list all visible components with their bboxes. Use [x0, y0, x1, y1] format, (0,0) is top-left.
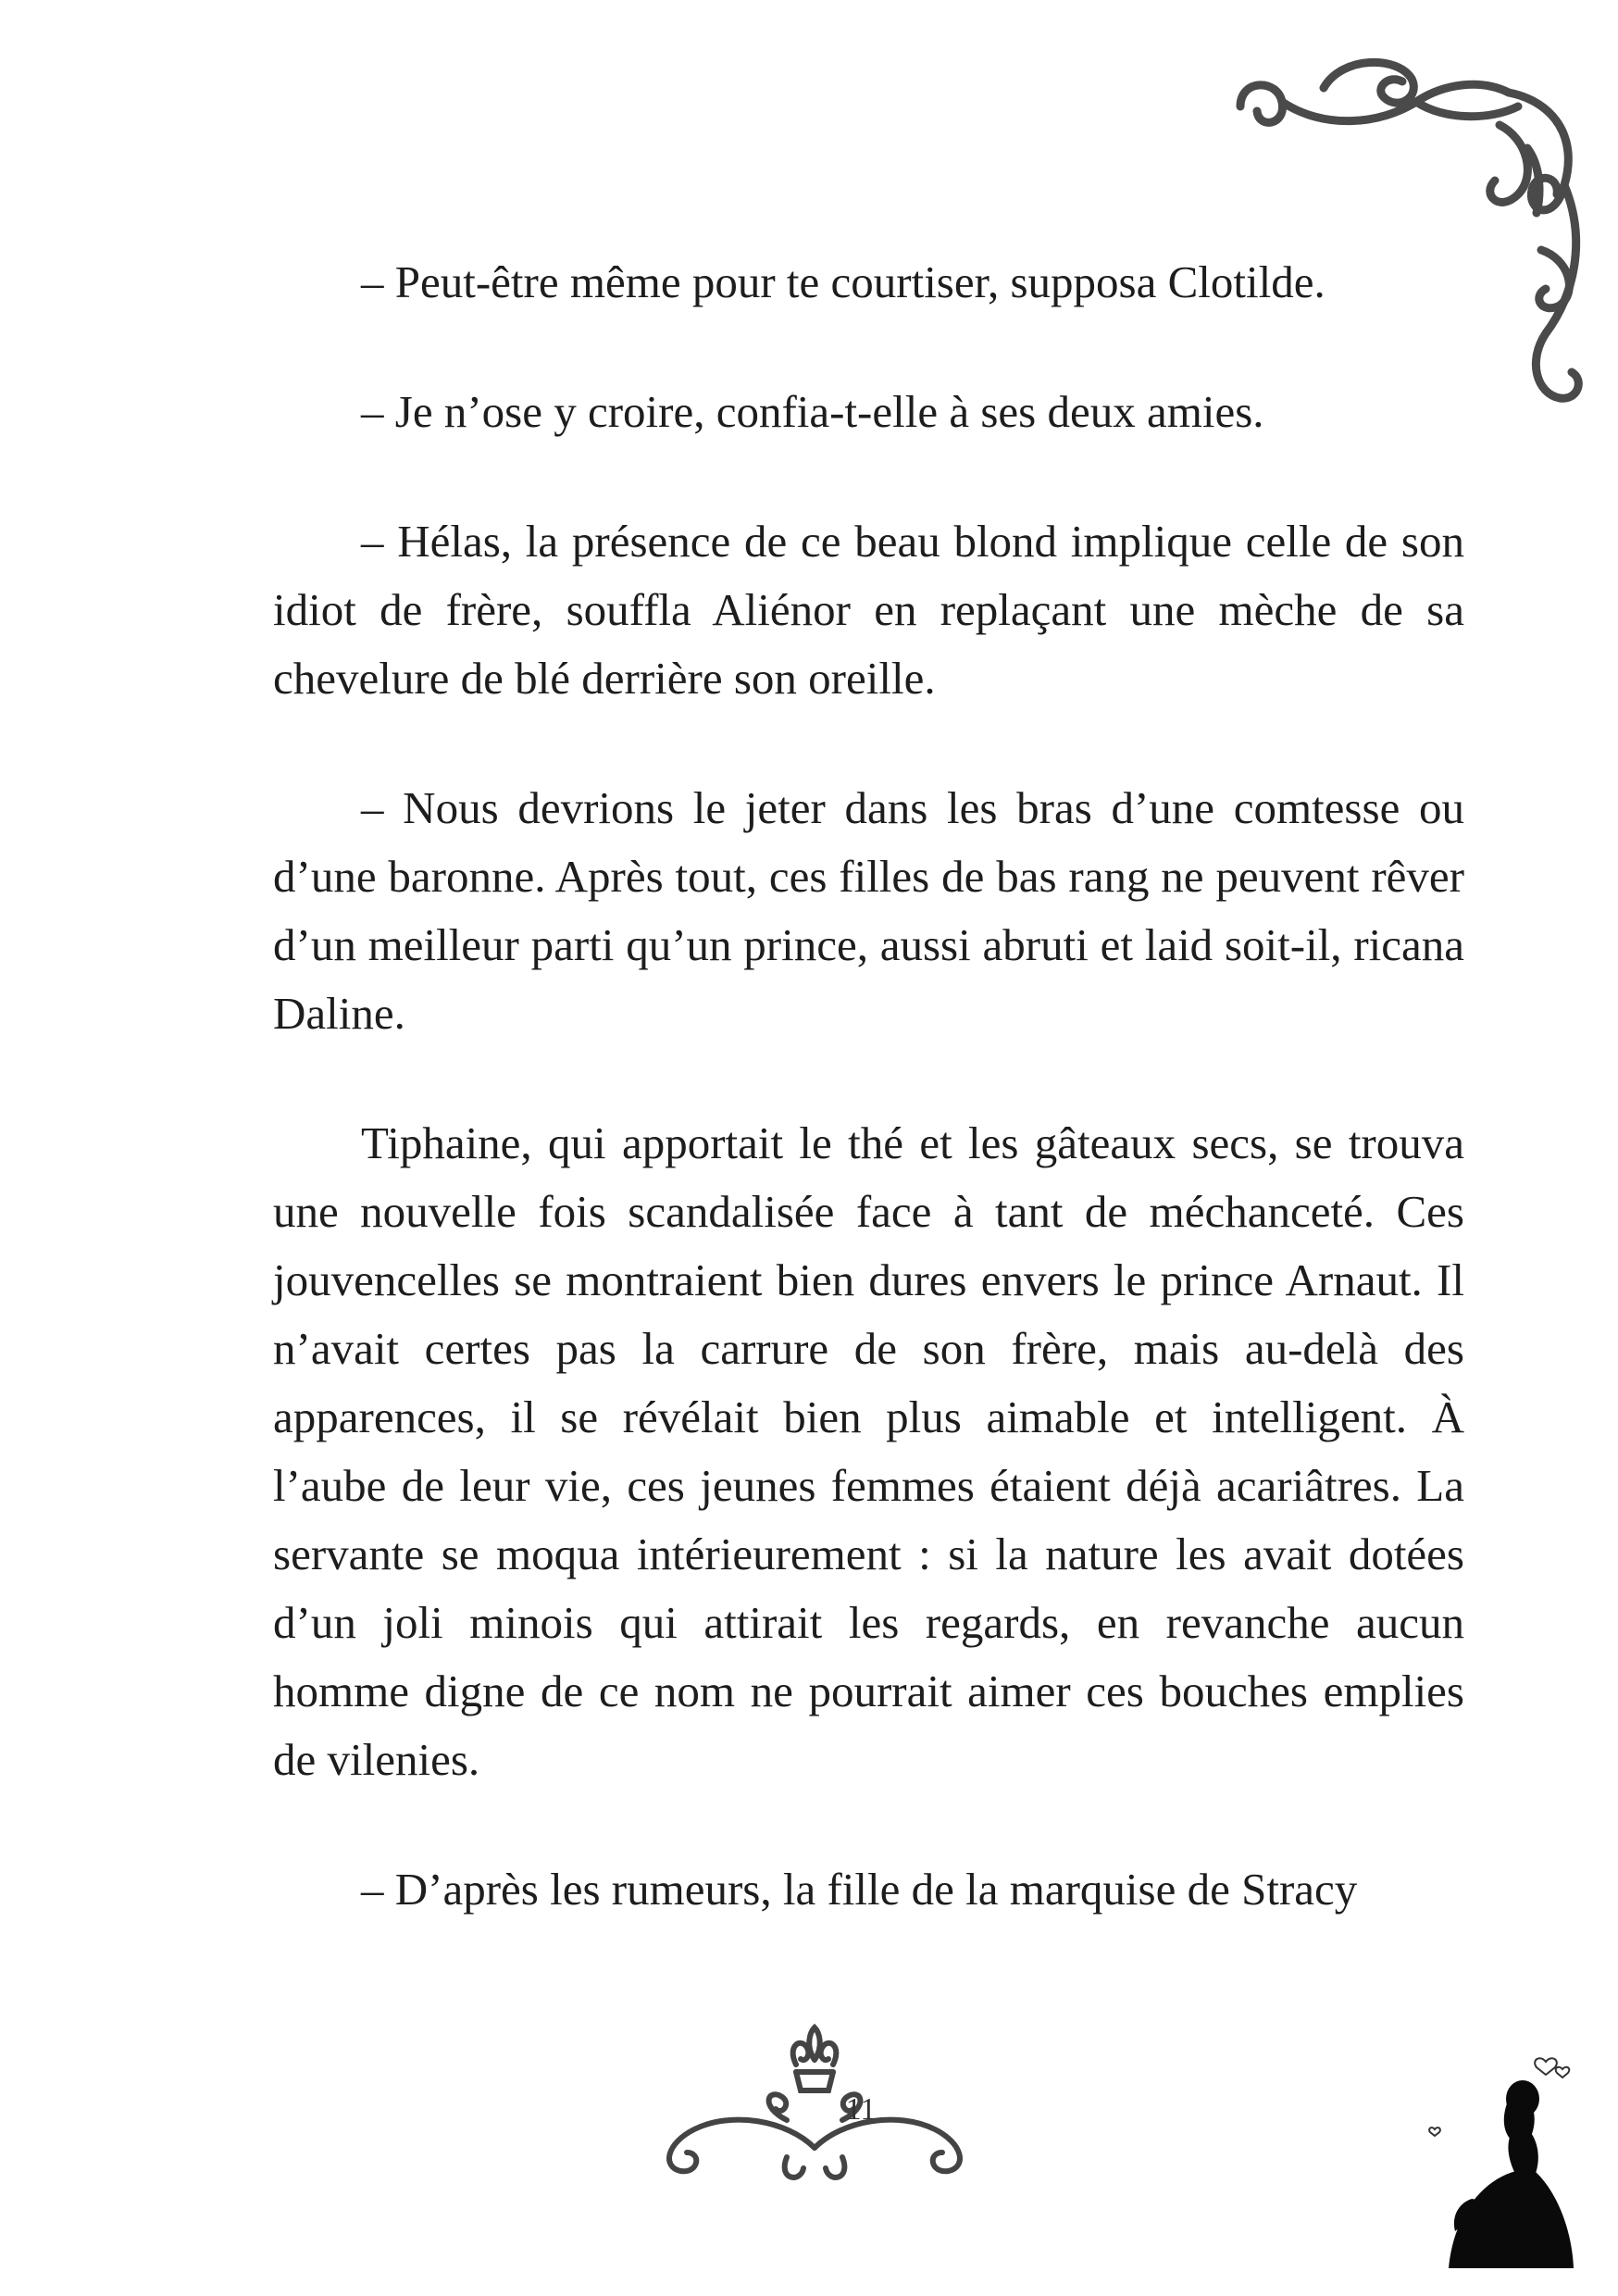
paragraph: – Peut-être même pour te courtiser, supposa Clotilde. — [361, 256, 1326, 307]
paragraph: – D’après les rumeurs, la fille de la marquise de Stracy — [361, 1864, 1358, 1915]
princess-silhouette-icon — [1416, 2041, 1583, 2277]
paragraph: – Je n’ose y croire, confia-t-elle à ses deux amies. — [361, 386, 1264, 437]
body-text — [273, 248, 1464, 1924]
paragraph: – Hélas, la présence de ce beau blond implique celle de son idiot de frère, souffla Aliénor en replaçant une mèche de sa chevelure de blé derrière son oreille. — [273, 516, 1464, 704]
page-number: 11 — [845, 2092, 877, 2127]
paragraph: – Nous devrions le jeter dans les bras d’une comtesse ou d’une baronne. Après tout, ces filles de bas rang ne peuvent rêver d’un meilleur parti qu’un prince, aussi abruti et laid soit-il, ricana Daline. — [273, 782, 1464, 1039]
paragraph: Tiphaine, qui apportait le thé et les gâteaux secs, se trouva une nouvelle fois scandalisée face à tant de méchanceté. Ces jouvencelles se montraient bien dures envers le prince Arnaut. Il n’avait certes pas la carrure de son frère, mais au-delà des apparences, il se révélait bien plus aimable et intelligent. À l’aube de leur vie, ces jeunes femmes étaient déjà acariâtres. La servante se moqua intérieurement : si la nature les avait dotées d’un joli minois qui attirait les regards, en revanche aucun homme digne de ce nom ne pourrait aimer ces bouches emplies de vilenies. — [273, 1117, 1464, 1785]
